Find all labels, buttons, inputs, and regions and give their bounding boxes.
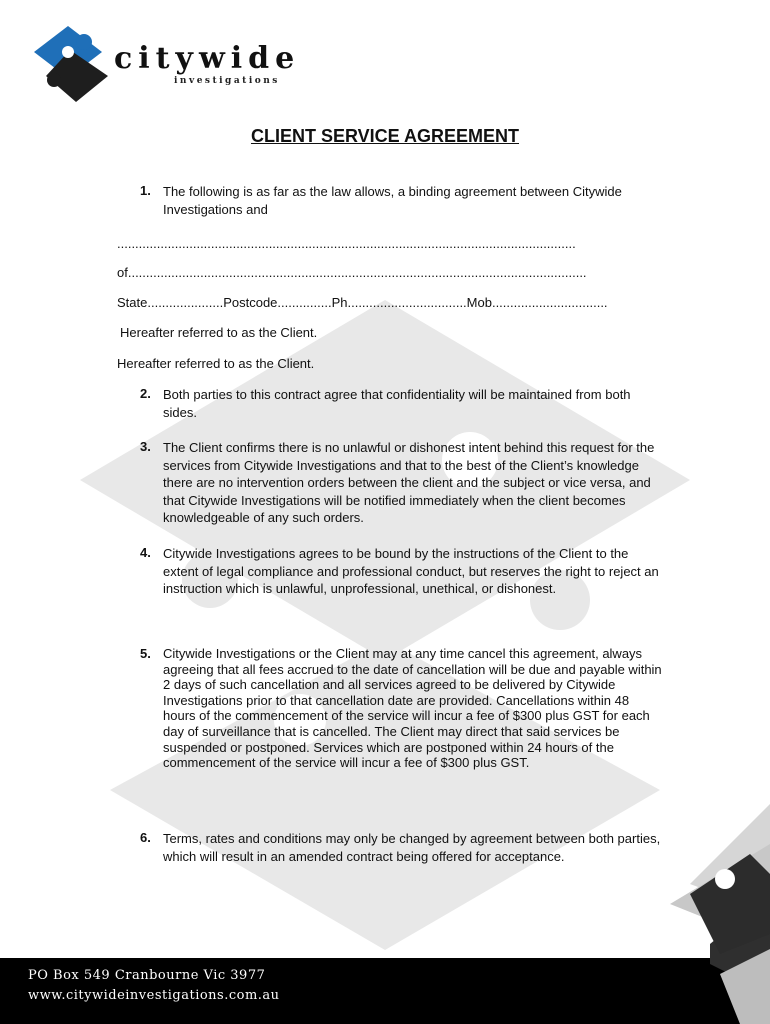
brand-wordmark <box>114 41 301 86</box>
clause-3-number: 3. <box>140 439 151 454</box>
page-title: CLIENT SERVICE AGREEMENT <box>250 126 520 146</box>
clause-5-number: 5. <box>140 646 151 661</box>
corner-puzzle-graphic <box>630 784 770 1024</box>
referred-line-1: Hereafter referred to as the Client. <box>120 325 318 340</box>
client-contact-blank: State.....................Postcode...............Ph.................................Mob................................ <box>117 295 608 310</box>
client-name-blank: ............................................................................................................................... <box>117 236 576 251</box>
clause-4-number: 4. <box>140 545 151 560</box>
clause-6-number: 6. <box>140 830 151 845</box>
clause-6-text: Terms, rates and conditions may only be changed by agreement between both parties, which will result in an amended contract being offered for acceptance. <box>163 831 661 864</box>
clause-5-text: Citywide Investigations or the Client may at any time cancel this agreement, always agreeing that all fees accrued to the date of cancellation will be due and payable within 2 days of such cancellation and all services agreed to be delivered by Citywide Investigations prior to that cancellation date are provided. Cancellations within 48 hours of the commencement of the service will incur a fee of $300 plus GST for each day of surveillance that is cancelled. The Client may direct that said services be suspended or postponed. Services which are postponed within 24 hours of the commencement of the service will incur a fee of $300 plus GST. <box>163 646 662 771</box>
client-address-blank: of............................................................................................................................... <box>117 265 587 280</box>
referred-line-2: Hereafter referred to as the Client. <box>117 356 315 371</box>
footer-address: PO Box 549 Cranbourne Vic 3977 <box>28 968 266 983</box>
brand-tagline: investigations <box>174 76 280 86</box>
footer-website: www.citywideinvestigations.com.au <box>28 988 280 1003</box>
clause-3-text: The Client confirms there is no unlawful or dishonest intent behind this request for the services from Citywide Investigations and that to the best of the Client’s knowledge there are no intervention orders between the client and the subject or vice versa, and that Citywide Investigations will be notified immediately when the client becomes knowledgeable of any such orders. <box>163 440 655 526</box>
clause-1-number: 1. <box>140 183 151 198</box>
clause-1-text: The following is as far as the law allows, a binding agreement between Citywide Investigations and <box>163 184 622 217</box>
clause-2-text: Both parties to this contract agree that confidentiality will be maintained from both sides. <box>163 387 631 420</box>
brand-name: citywide <box>114 41 301 76</box>
clause-2-number: 2. <box>140 386 151 401</box>
clause-4-text: Citywide Investigations agrees to be bound by the instructions of the Client to the extent of legal compliance and professional conduct, but reserves the right to reject an instruction which is unlawful, unprofessional, unethical, or dishonest. <box>163 546 659 597</box>
puzzle-logo-icon <box>34 26 108 102</box>
